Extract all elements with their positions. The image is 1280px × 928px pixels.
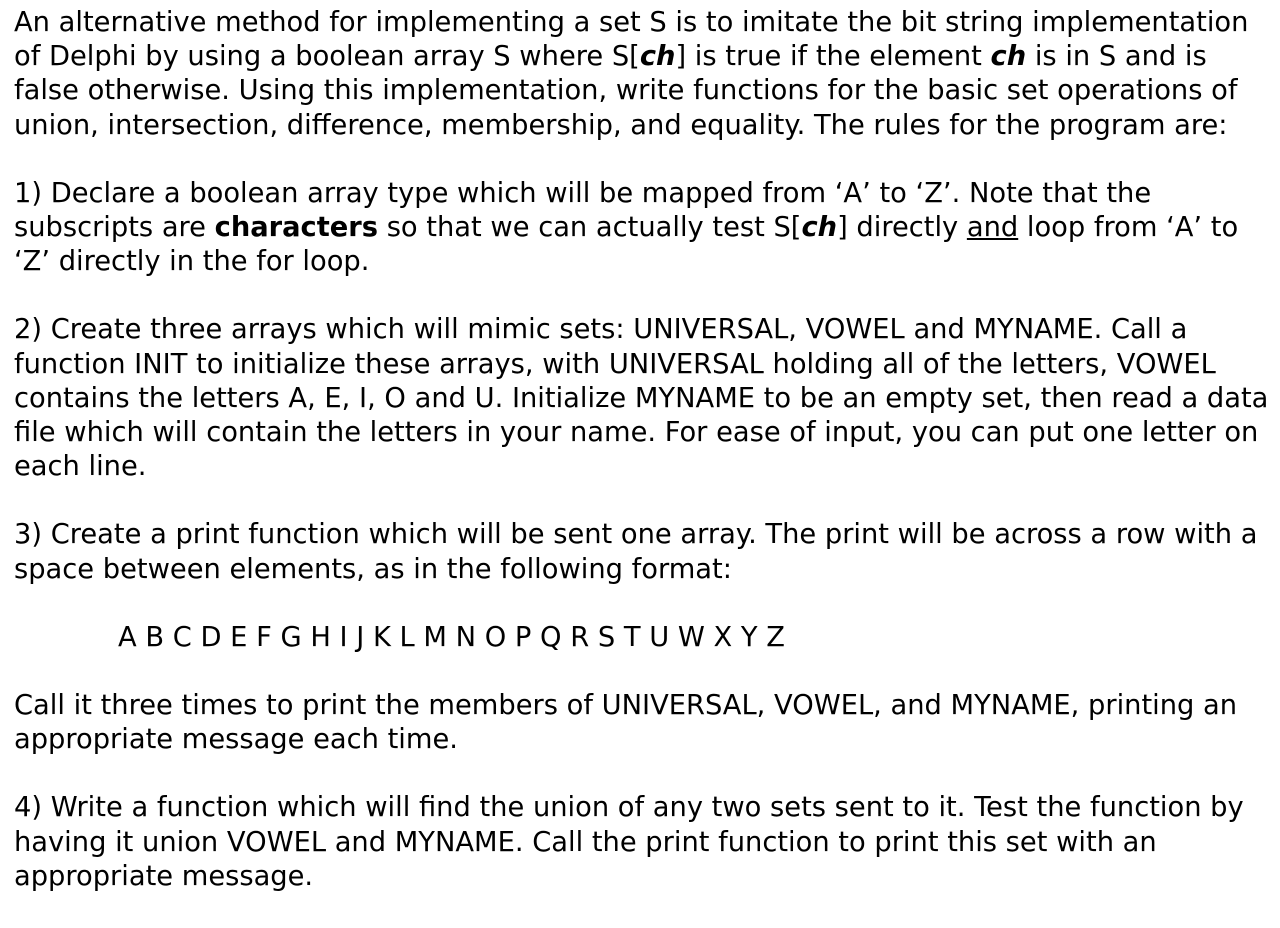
item-1-underline-and: and [966,212,1019,244]
item-1-ch: ch [801,212,838,244]
intro-text-1: An alternative method for implementing a set S is to imitate the bit string implementation of Delphi by using a boolean array S where S[ [14,7,1249,73]
intro-paragraph [14,6,1270,143]
item-2-paragraph: 2) Create three arrays which will mimic sets: UNIVERSAL, VOWEL and MYNAME. Call a function INIT to initialize these arrays, with UNIVERSAL holding all of the letters, VOWEL contains the letters A, E, I, O and U. Initialize MYNAME to be an empty set, then read a data file which will contain the letters in your name. For ease of input, you can put one letter on each line. [14,314,1269,483]
item-1-text-1: 1) Declare a boolean array type which will be mapped from ‘A’ to ‘Z’. Note that the subscripts are [14,177,1152,244]
intro-text-2: ] is true if the element [675,41,991,73]
intro-ch-2: ch [990,41,1027,73]
item-1-text-3: ] directly [837,212,967,244]
intro-text-3: is in S and is false otherwise. Using this implementation, write functions for the basic set operations of union, intersection, difference, membership, and equality. The rules for the program are: [14,41,1238,141]
item-1-bold-characters: characters [214,212,379,244]
item-3-followup-paragraph: Call it three times to print the members of UNIVERSAL, VOWEL, and MYNAME, printing an appropriate message each time. [14,690,1238,756]
item-1-text-4: loop from ‘A’ to ‘Z’ directly in the for loop. [14,212,1239,278]
item-1-text-2: so that we can actually test S[ [378,212,802,244]
item-3-paragraph: 3) Create a print function which will be sent one array. The print will be across a row with a space between elements, as in the following format: [14,519,1258,585]
item-3-example-format: A B C D E F G H I J K L M N O P Q R S T U W X Y Z [118,621,785,653]
item-1-paragraph [14,177,1270,280]
item-4-paragraph: 4) Write a function which will find the union of any two sets sent to it. Test the function by having it union VOWEL and MYNAME. Call the print function to print this set with an appropriate message. [14,792,1244,892]
intro-ch-1: ch [639,41,676,73]
document-body [14,6,1270,928]
